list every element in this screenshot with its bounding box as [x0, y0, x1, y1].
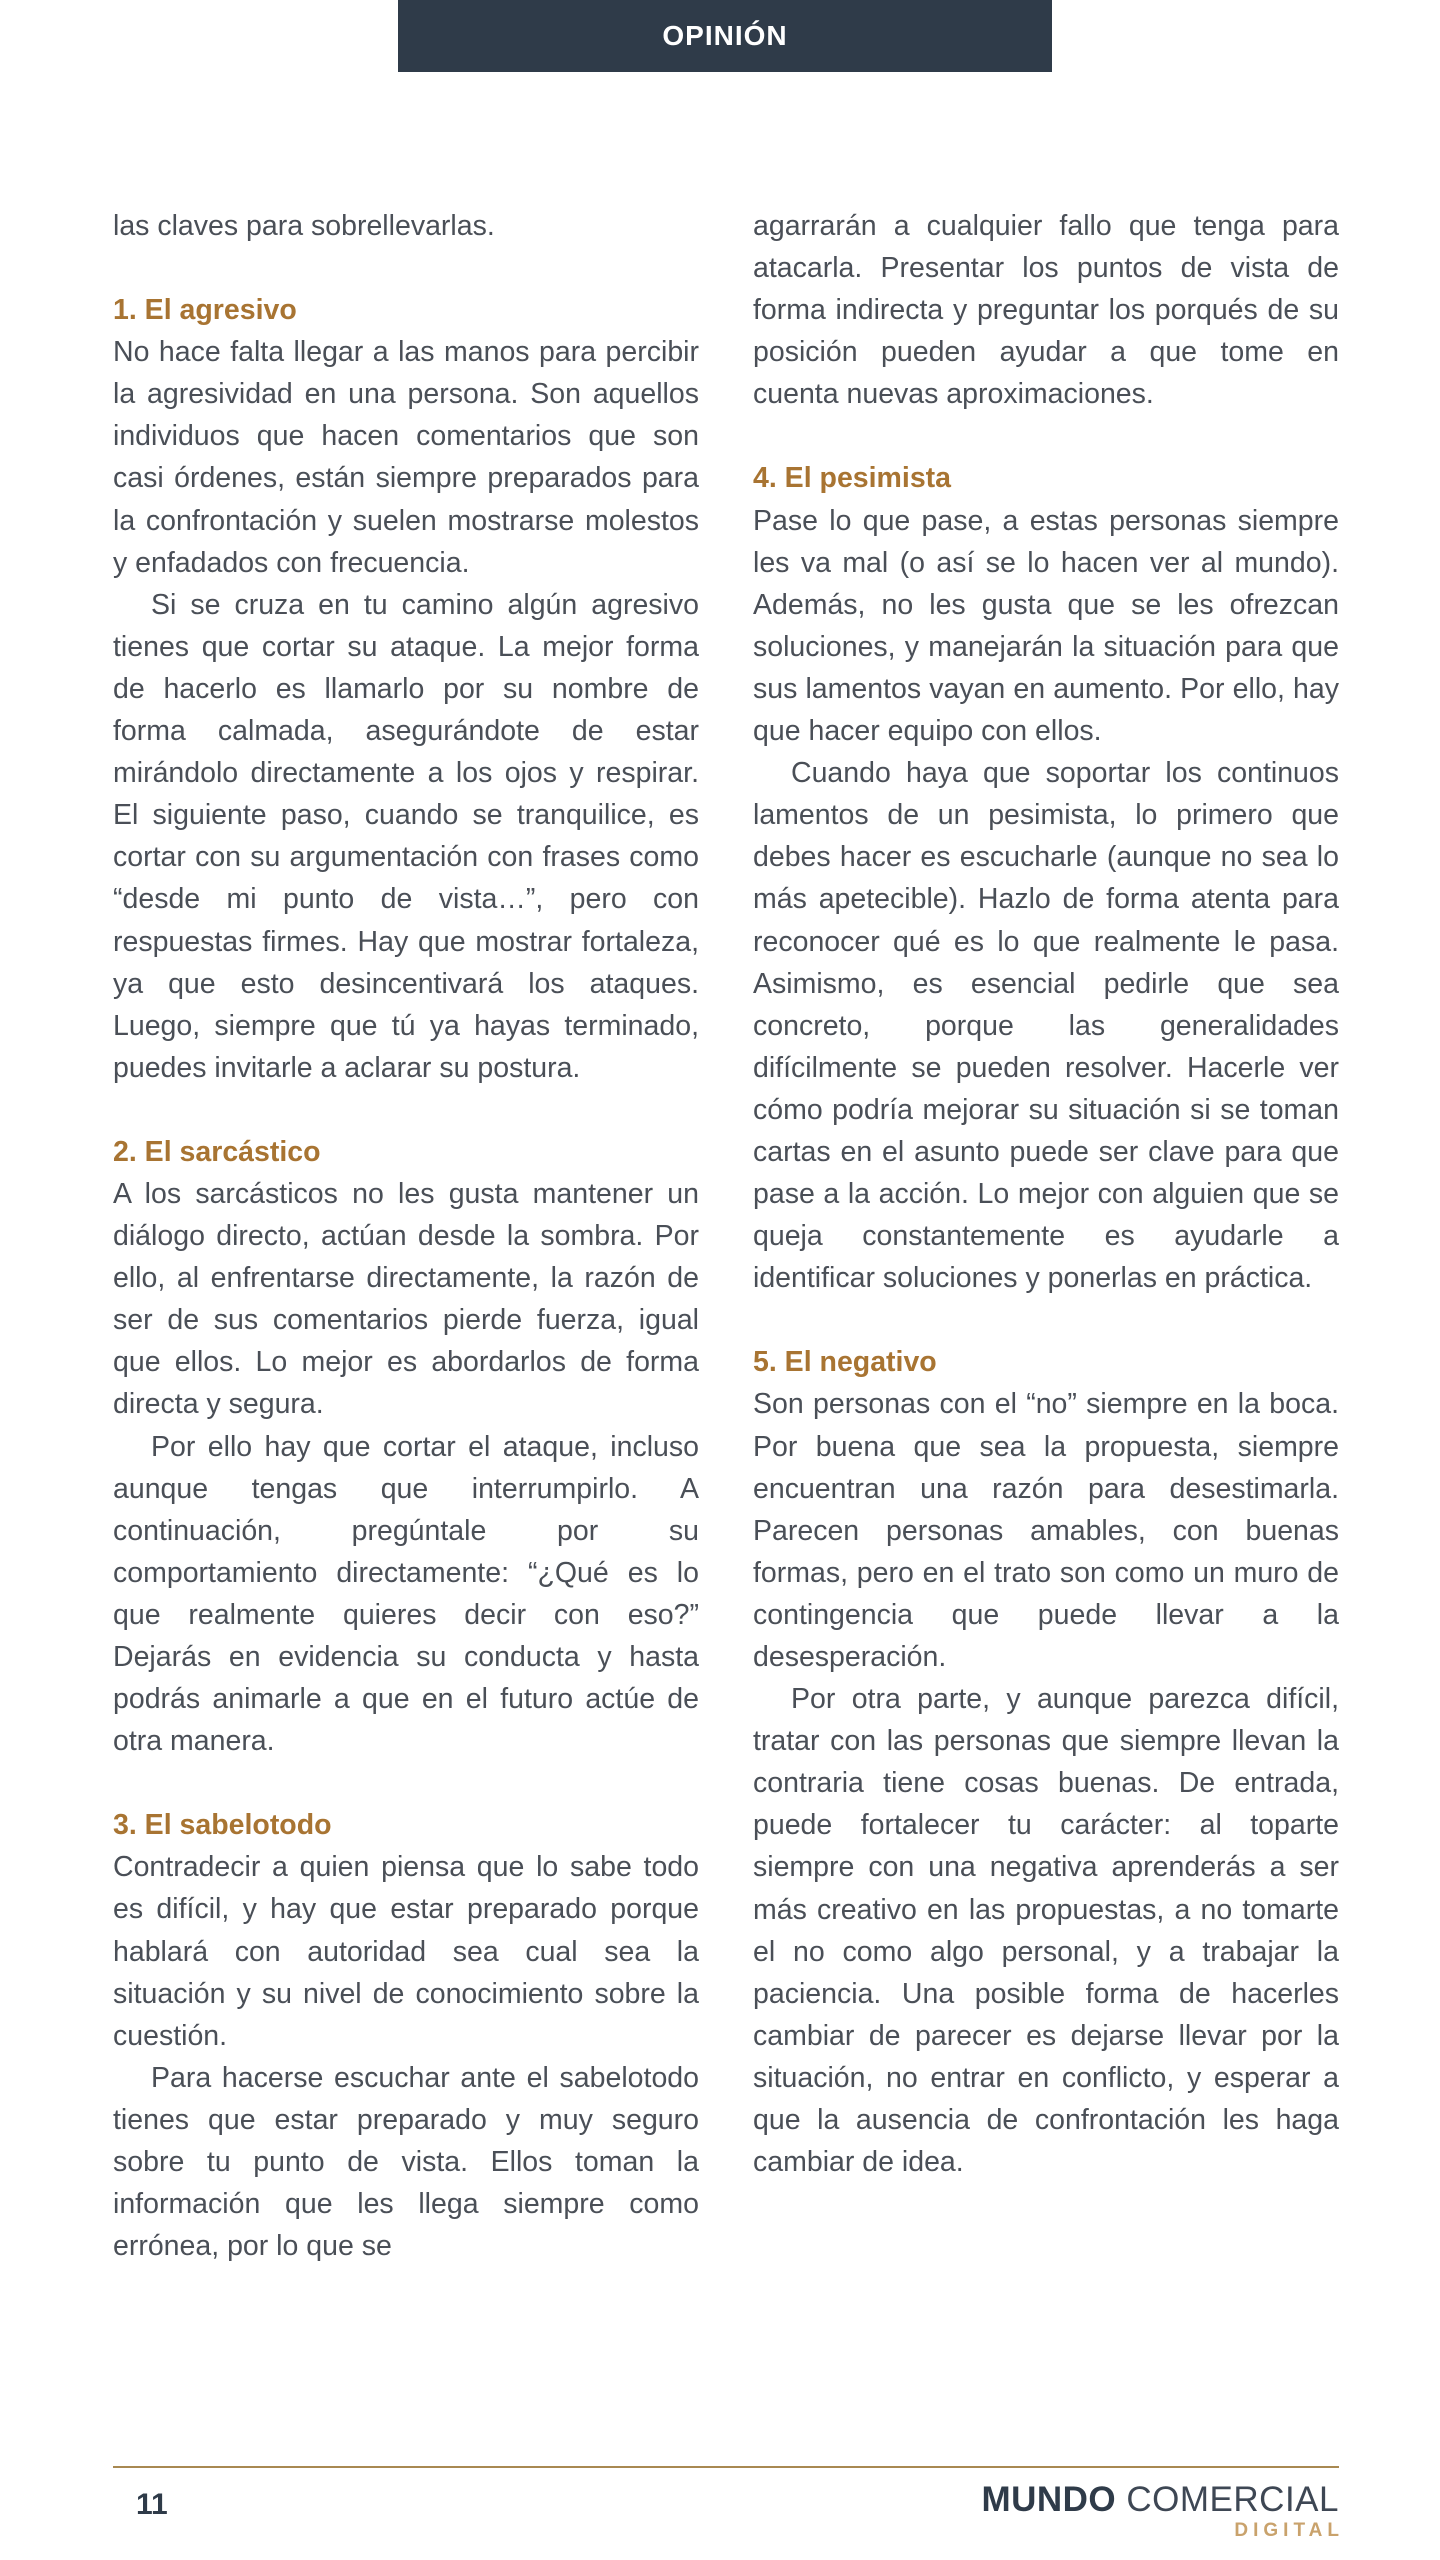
section-heading-agresivo: 1. El agresivo — [113, 294, 297, 327]
section-label: OPINIÓN — [662, 20, 788, 51]
section-heading-pesimista: 4. El pesimista — [753, 462, 952, 495]
paragraph: Para hacerse escuchar ante el sabelotodo tienes que estar preparado y muy seguro sobre tu punto de vista. Ellos toman la información que les llega siempre como errónea, por lo que se — [113, 2061, 699, 2263]
brand-subtitle: DIGITAL — [1234, 2520, 1344, 2541]
paragraph: Si se cruza en tu camino algún agresivo tienes que cortar su ataque. La mejor forma de hacerlo es llamarlo por su nombre de forma calmada, asegurándote de estar mirándolo directamente a los ojos y respirar. El siguiente paso, cuando se tranquilice, es cortar con su argumentación con frases como “desde mi punto de vista…”, pero con respuestas firmes. Hay que mostrar fortaleza, ya que esto desincentivará los ataques. Luego, siempre que tú ya hayas terminado, puedes invitarle a aclarar su postura. — [113, 588, 699, 1084]
paragraph: Por ello hay que cortar el ataque, incluso aunque tengas que interrumpirlo. A continuación, pregúntale por su comportamiento directamente: “¿Qué es lo que realmente quieres decir con eso?” Dejarás en evidencia su conducta y hasta podrás animarle a que en el futuro actúe de otra manera. — [113, 1430, 699, 1758]
section-heading-sarcastico: 2. El sarcástico — [113, 1135, 321, 1168]
section-header — [398, 0, 1052, 72]
section-heading-sabelotodo: 3. El sabelotodo — [113, 1809, 332, 1842]
paragraph: Cuando haya que soportar los continuos lamentos de un pesimista, lo primero que debes hacer es escucharle (aunque no sea lo más apetecible). Hazlo de forma atenta para reconocer qué es lo que realmente le pasa. Asimismo, es esencial pedirle que sea concreto, porque las generalidades difícilmente se pueden resolver. Hacerle ver cómo podría mejorar su situación si se toman cartas en el asunto puede ser clave para que pase a la acción. Lo mejor con alguien que se queja constantemente es ayudarle a identificar soluciones y ponerlas en práctica. — [753, 757, 1339, 1295]
paragraph: Pase lo que pase, a estas personas siempre les va mal (o así se lo hacen ver al mundo). Además, no les gusta que se les ofrezcan soluciones, y manejarán la situación para que sus lamentos vayan en aumento. Por ello, hay que hacer equipo con ellos. — [753, 504, 1339, 748]
brand-logo — [981, 2480, 1344, 2542]
brand-bold: MUNDO — [981, 2480, 1117, 2519]
brand-light: COMERCIAL — [1126, 2480, 1339, 2519]
brand-wordmark — [981, 2480, 1339, 2520]
paragraph: agarrarán a cualquier fallo que tenga para atacarla. Presentar los puntos de vista de forma indirecta y preguntar los porqués de su posición pueden ayudar a que tome en cuenta nuevas aproximaciones. — [753, 210, 1339, 411]
paragraph: No hace falta llegar a las manos para percibir la agresividad en una persona. Son aquellos individuos que hacen comentarios que son casi órdenes, están siempre preparados para la confrontación y suelen mostrarse molestos y enfadados con frecuencia. — [113, 336, 699, 579]
section-heading-negativo: 5. El negativo — [753, 1346, 937, 1379]
left-column — [113, 205, 699, 2395]
page-number: 11 — [136, 2488, 168, 2521]
footer-divider — [113, 2466, 1339, 2468]
paragraph: A los sarcásticos no les gusta mantener un diálogo directo, actúan desde la sombra. Por ello, al enfrentarse directamente, la razón de ser de sus comentarios pierde fuerza, igual que ellos. Lo mejor es abordarlos de forma directa y segura. — [113, 1177, 699, 1421]
intro-paragraph: las claves para sobrellevarlas. — [113, 210, 495, 242]
paragraph: Contradecir a quien piensa que lo sabe todo es difícil, y hay que estar preparado porque hablará con autoridad sea cual sea la situación y su nivel de conocimiento sobre la cuestión. — [113, 1851, 699, 2052]
paragraph: Son personas con el “no” siempre en la boca. Por buena que sea la propuesta, siempre encuentran una razón para desestimarla. Parecen personas amables, con buenas formas, pero en el trato son como un muro de contingencia que puede llevar a la desesperación. — [753, 1388, 1339, 1673]
paragraph: Por otra parte, y aunque parezca difícil, tratar con las personas que siempre llevan la contraria tiene cosas buenas. De entrada, puede fortalecer tu carácter: al toparte siempre con una negativa aprenderás a ser más creativo en las propuestas, a no tomarte el no como algo personal, y a trabajar la paciencia. Una posible forma de hacerles cambiar de parecer es dejarse llevar por la situación, no entrar en conflicto, y esperar a que la ausencia de confrontación les haga cambiar de idea. — [753, 1683, 1339, 2179]
article-body — [113, 205, 1339, 2395]
right-column — [753, 205, 1339, 2395]
